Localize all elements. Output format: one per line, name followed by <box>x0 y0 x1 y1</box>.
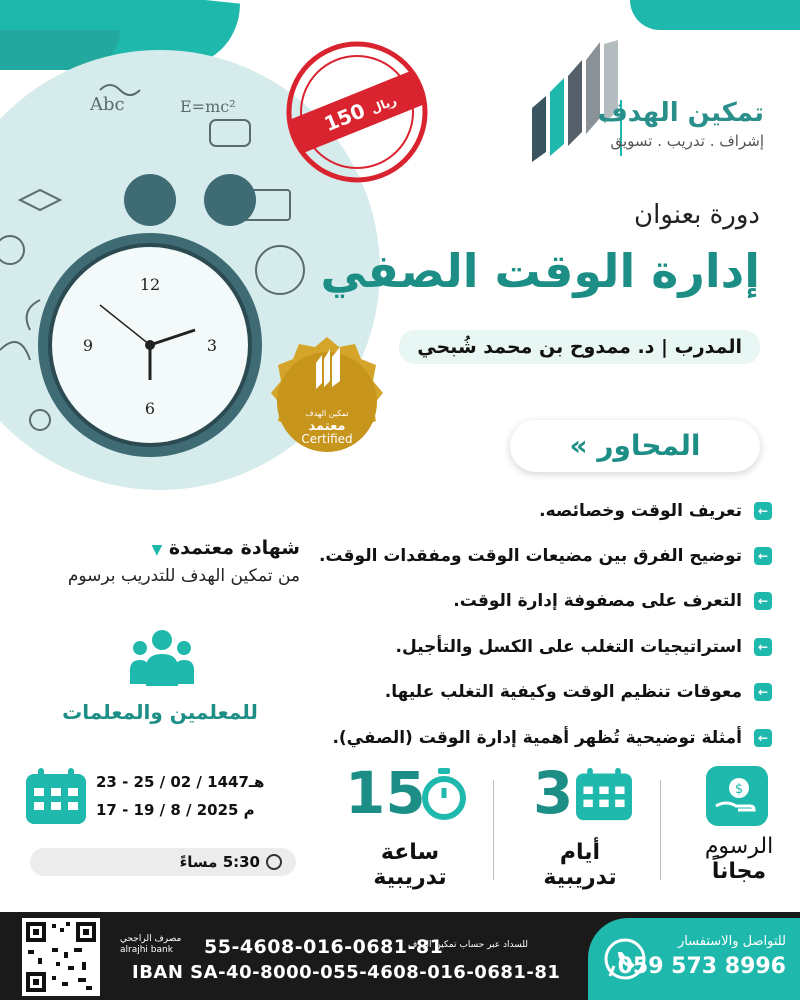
price-stamp <box>283 38 431 186</box>
money-hand-icon <box>706 766 768 826</box>
stat-hours-value: 15 <box>345 759 426 827</box>
arrow-left-icon: ← <box>754 592 772 610</box>
stamp-price: 150 ريال <box>320 93 399 137</box>
stat-fees-line1: الرسوم <box>704 834 774 859</box>
stat-hours-line2: تدريبية <box>373 865 447 890</box>
svg-text:6: 6 <box>144 399 156 418</box>
time-pill: 5:30 مساءً <box>30 848 296 876</box>
badge-label-ar: معتمد <box>308 419 346 434</box>
svg-text:$: $ <box>734 782 744 797</box>
certified-badge <box>258 333 396 471</box>
arrow-left-icon: ← <box>754 502 772 520</box>
date-hijri: 23 - 25 / 02 / 1447هـ <box>96 773 265 791</box>
payment-note: للسداد عبر حساب تمكين الهدف <box>408 940 528 950</box>
calendar-icon <box>574 766 634 822</box>
arrow-left-icon: ← <box>754 729 772 747</box>
topics-list <box>302 488 772 760</box>
list-item: ← أمثلة توضيحية تُظهر أهمية إدارة الوقت (الصفي). <box>302 715 772 760</box>
iban-number: IBAN SA-40-8000-055-4608-016-0681-81 <box>132 962 561 983</box>
svg-text:3: 3 <box>206 336 218 355</box>
arrow-left-icon: ← <box>754 638 772 656</box>
stat-fees <box>664 834 800 884</box>
svg-text:12: 12 <box>139 275 161 294</box>
stat-fees-line2: مجاناً <box>711 859 767 884</box>
brand-block <box>598 98 764 150</box>
list-item: ← التعرف على مصفوفة إدارة الوقت. <box>302 579 772 624</box>
certificate-subtitle: من تمكين الهدف للتدريب برسوم <box>67 566 300 586</box>
stat-days-line1: أيام <box>559 840 601 865</box>
decorative-curve <box>630 0 800 30</box>
phone-number[interactable]: 059 573 8996 <box>617 954 786 979</box>
badge-label-en: Certified <box>301 432 353 446</box>
list-item: ← تعريف الوقت وخصائصه. <box>302 488 772 533</box>
bank-logo: مصرف الراجحي alrajhi bank <box>120 934 182 955</box>
account-number: 55-4608-016-0681-81 <box>204 936 444 958</box>
arrow-left-icon: ← <box>754 683 772 701</box>
stat-hours-line1: ساعة <box>380 840 440 865</box>
divider <box>660 780 661 880</box>
people-group-icon <box>130 628 194 690</box>
stat-days-line2: تدريبية <box>543 865 617 890</box>
svg-text:E=mc²: E=mc² <box>180 97 236 116</box>
divider <box>493 780 494 880</box>
list-item: ← معوقات تنظيم الوقت وكيفية التغلب عليها. <box>302 670 772 715</box>
svg-text:9: 9 <box>82 336 94 355</box>
target-audience: للمعلمين والمعلمات <box>62 700 258 724</box>
axes-heading: المحاور » <box>510 420 760 472</box>
trainer-name: المدرب | د. ممدوح بن محمد شُبحي <box>399 330 760 364</box>
qr-code-icon[interactable] <box>22 918 100 996</box>
arrow-left-icon: ← <box>754 547 772 565</box>
dates-block <box>96 768 316 824</box>
list-item: ← استراتيجيات التغلب على الكسل والتأجيل. <box>302 624 772 669</box>
date-gregorian: 17 - 19 / 8 / 2025 م <box>96 801 255 819</box>
certificate-title: شهادة معتمدة ▼ <box>151 537 300 559</box>
stopwatch-icon <box>420 768 468 820</box>
badge-name: تمكين الهدف <box>305 409 349 418</box>
stat-days-value: 3 <box>533 759 574 827</box>
brand-tagline: إشراف . تدريب . تسويق <box>610 132 764 150</box>
list-item: ← توضيح الفرق بين مضيعات الوقت ومفقدات الوقت. <box>302 533 772 578</box>
course-title: إدارة الوقت الصفي <box>320 244 760 298</box>
brand-name: تمكين الهدف <box>597 98 764 128</box>
calendar-icon <box>24 766 88 826</box>
contact-label: للتواصل والاستفسار <box>677 934 786 949</box>
svg-text:Abc: Abc <box>90 94 125 115</box>
triangle-down-icon: ▼ <box>151 542 163 558</box>
clock-icon <box>266 854 282 870</box>
course-label: دورة بعنوان <box>634 200 760 230</box>
